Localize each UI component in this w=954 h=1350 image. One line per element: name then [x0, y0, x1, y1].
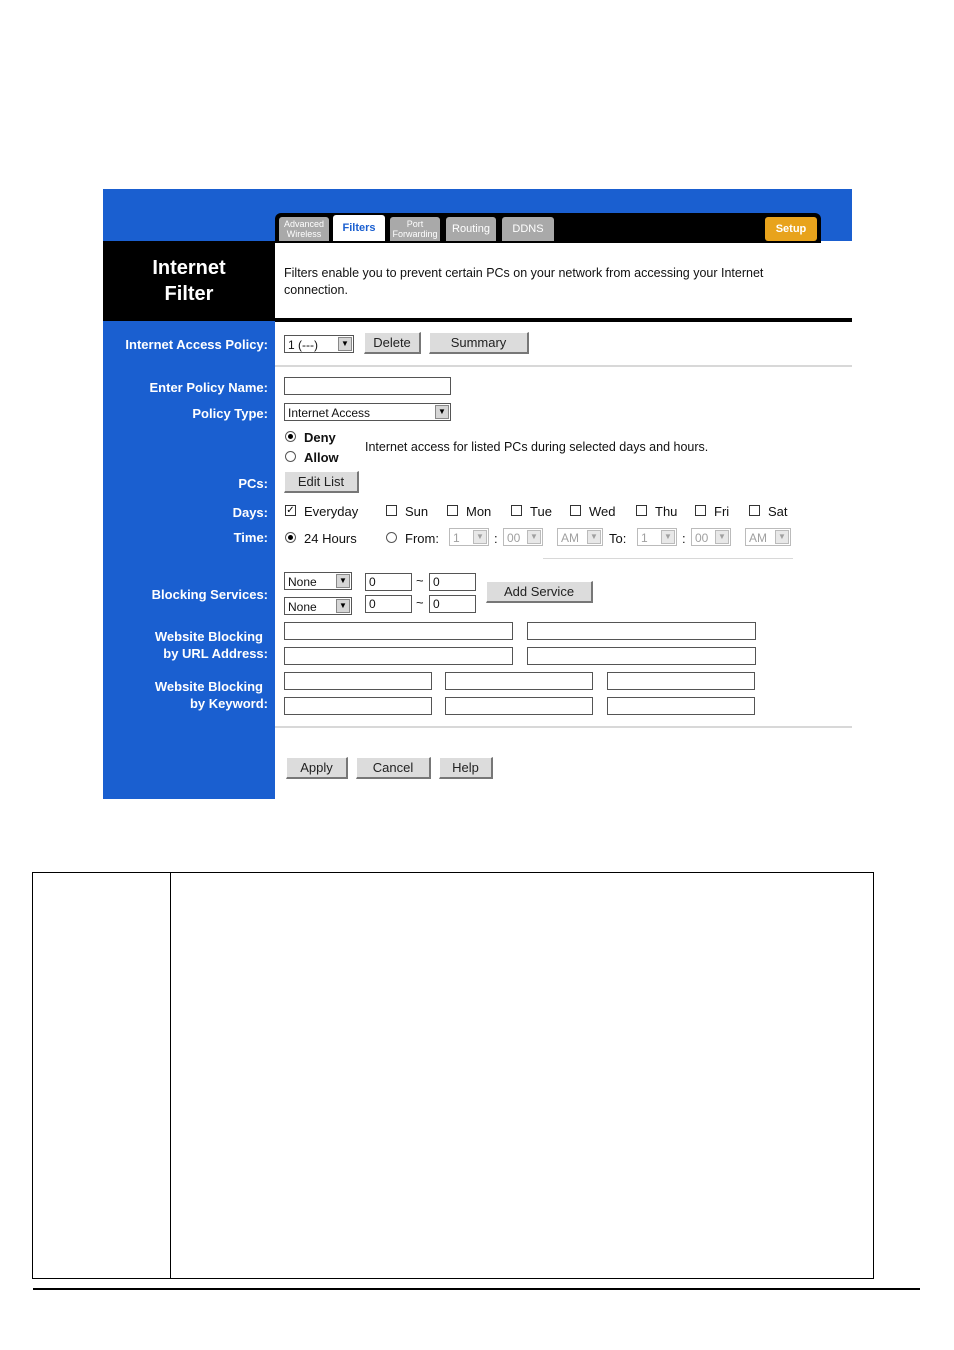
keyword-input-2[interactable]	[445, 672, 593, 690]
time-colon: :	[682, 531, 686, 546]
sat-checkbox[interactable]	[749, 505, 760, 516]
from-hour-select[interactable]: 1 ▼	[449, 528, 489, 546]
table-column-divider	[170, 872, 171, 1279]
url-input-1[interactable]	[284, 622, 513, 640]
delete-button[interactable]: Delete	[364, 332, 421, 354]
sat-label: Sat	[768, 504, 788, 519]
tab-advanced-wireless[interactable]: Advanced Wireless	[279, 217, 329, 241]
label-blocking-services: Blocking Services:	[151, 587, 268, 602]
service-port-from-2[interactable]: 0	[365, 595, 412, 613]
thu-label: Thu	[655, 504, 678, 519]
tab-ddns[interactable]: DDNS	[502, 217, 554, 241]
allow-radio[interactable]	[285, 451, 296, 462]
policy-name-input[interactable]	[284, 377, 451, 395]
service-port-to-2[interactable]: 0	[429, 595, 476, 613]
separator	[275, 365, 852, 367]
chevron-down-icon: ▼	[715, 530, 729, 544]
sun-label: Sun	[405, 504, 429, 519]
page-title	[103, 241, 275, 321]
keyword-input-5[interactable]	[445, 697, 593, 715]
label-access-policy: Internet Access Policy:	[125, 337, 268, 352]
time-colon: :	[494, 531, 498, 546]
chevron-down-icon: ▼	[336, 599, 350, 613]
thu-checkbox[interactable]	[636, 505, 647, 516]
service-port-to-1[interactable]: 0	[429, 573, 476, 591]
everyday-checkbox[interactable]: ✓	[286, 505, 295, 516]
policy-type-select[interactable]: Internet Access ▼	[284, 403, 451, 421]
mon-label: Mon	[466, 504, 492, 519]
keyword-input-6[interactable]	[607, 697, 755, 715]
from-label: From:	[405, 531, 439, 546]
summary-button[interactable]: Summary	[429, 332, 529, 354]
add-service-button[interactable]: Add Service	[486, 581, 593, 603]
tab-port-forwarding[interactable]: Port Forwarding	[390, 217, 440, 241]
keyword-input-3[interactable]	[607, 672, 755, 690]
deny-label: Deny	[304, 430, 336, 445]
label-time: Time:	[233, 530, 268, 545]
24-hours-radio[interactable]	[285, 532, 296, 543]
document-table	[32, 872, 874, 1279]
keyword-input-1[interactable]	[284, 672, 432, 690]
chevron-down-icon: ▼	[473, 530, 487, 544]
fri-label: Fri	[714, 504, 730, 519]
label-keyword-blocking-1: Website Blocking	[154, 679, 263, 694]
from-minute-select[interactable]: 00 ▼	[503, 528, 543, 546]
apply-button[interactable]: Apply	[286, 757, 348, 779]
chevron-down-icon: ▼	[661, 530, 675, 544]
chevron-down-icon: ▼	[338, 337, 352, 351]
tilde: ~	[416, 595, 424, 610]
footer-rule	[33, 1288, 920, 1290]
fri-checkbox[interactable]	[695, 505, 706, 516]
tue-checkbox[interactable]	[511, 505, 522, 516]
chevron-down-icon: ▼	[587, 530, 601, 544]
wed-checkbox[interactable]	[570, 505, 581, 516]
chevron-down-icon: ▼	[775, 530, 789, 544]
mon-checkbox[interactable]	[447, 505, 458, 516]
chevron-down-icon: ▼	[435, 405, 449, 419]
allow-label: Allow	[304, 450, 339, 465]
service-port-from-1[interactable]: 0	[365, 573, 412, 591]
tab-setup[interactable]: Setup	[765, 217, 817, 241]
everyday-label: Everyday	[304, 504, 359, 519]
help-button[interactable]: Help	[439, 757, 493, 779]
24-hours-label: 24 Hours	[304, 531, 357, 546]
label-days: Days:	[232, 505, 268, 520]
access-policy-select[interactable]: 1 (---) ▼	[284, 335, 354, 353]
to-minute-select[interactable]: 00 ▼	[691, 528, 731, 546]
tab-filters[interactable]: Filters	[333, 215, 385, 241]
url-input-2[interactable]	[527, 622, 756, 640]
url-input-4[interactable]	[527, 647, 756, 665]
tab-routing[interactable]: Routing	[446, 217, 496, 241]
page-title-line1: Internet	[152, 257, 226, 279]
label-url-blocking-1: Website Blocking	[154, 629, 263, 644]
deny-allow-description: Internet access for listed PCs during selected days and hours.	[365, 440, 709, 454]
service-select-2[interactable]: None ▼	[284, 597, 352, 615]
service-select-1[interactable]: None ▼	[284, 572, 352, 590]
wed-label: Wed	[589, 504, 616, 519]
cancel-button[interactable]: Cancel	[356, 757, 431, 779]
header-divider	[275, 318, 852, 322]
separator	[275, 726, 852, 728]
tilde: ~	[416, 573, 424, 588]
tue-label: Tue	[530, 504, 552, 519]
page-title-line2: Filter	[164, 283, 214, 305]
edit-list-button[interactable]: Edit List	[284, 471, 359, 493]
deny-radio[interactable]	[285, 431, 296, 442]
page-description: Filters enable you to prevent certain PCs on your network from accessing your Internet connection.	[284, 266, 764, 297]
label-policy-name: Enter Policy Name:	[149, 380, 268, 395]
from-radio[interactable]	[386, 532, 397, 543]
to-ampm-select[interactable]: AM ▼	[745, 528, 791, 546]
keyword-input-4[interactable]	[284, 697, 432, 715]
to-label: To:	[609, 531, 627, 546]
chevron-down-icon: ▼	[336, 574, 350, 588]
url-input-3[interactable]	[284, 647, 513, 665]
separator	[543, 558, 793, 559]
router-panel	[103, 189, 852, 799]
label-pcs: PCs:	[238, 476, 268, 491]
to-hour-select[interactable]: 1 ▼	[637, 528, 677, 546]
from-ampm-select[interactable]: AM ▼	[557, 528, 603, 546]
label-url-blocking-2: by URL Address:	[163, 646, 268, 661]
label-policy-type: Policy Type:	[192, 406, 268, 421]
label-keyword-blocking-2: by Keyword:	[189, 696, 268, 711]
chevron-down-icon: ▼	[527, 530, 541, 544]
sun-checkbox[interactable]	[386, 505, 397, 516]
